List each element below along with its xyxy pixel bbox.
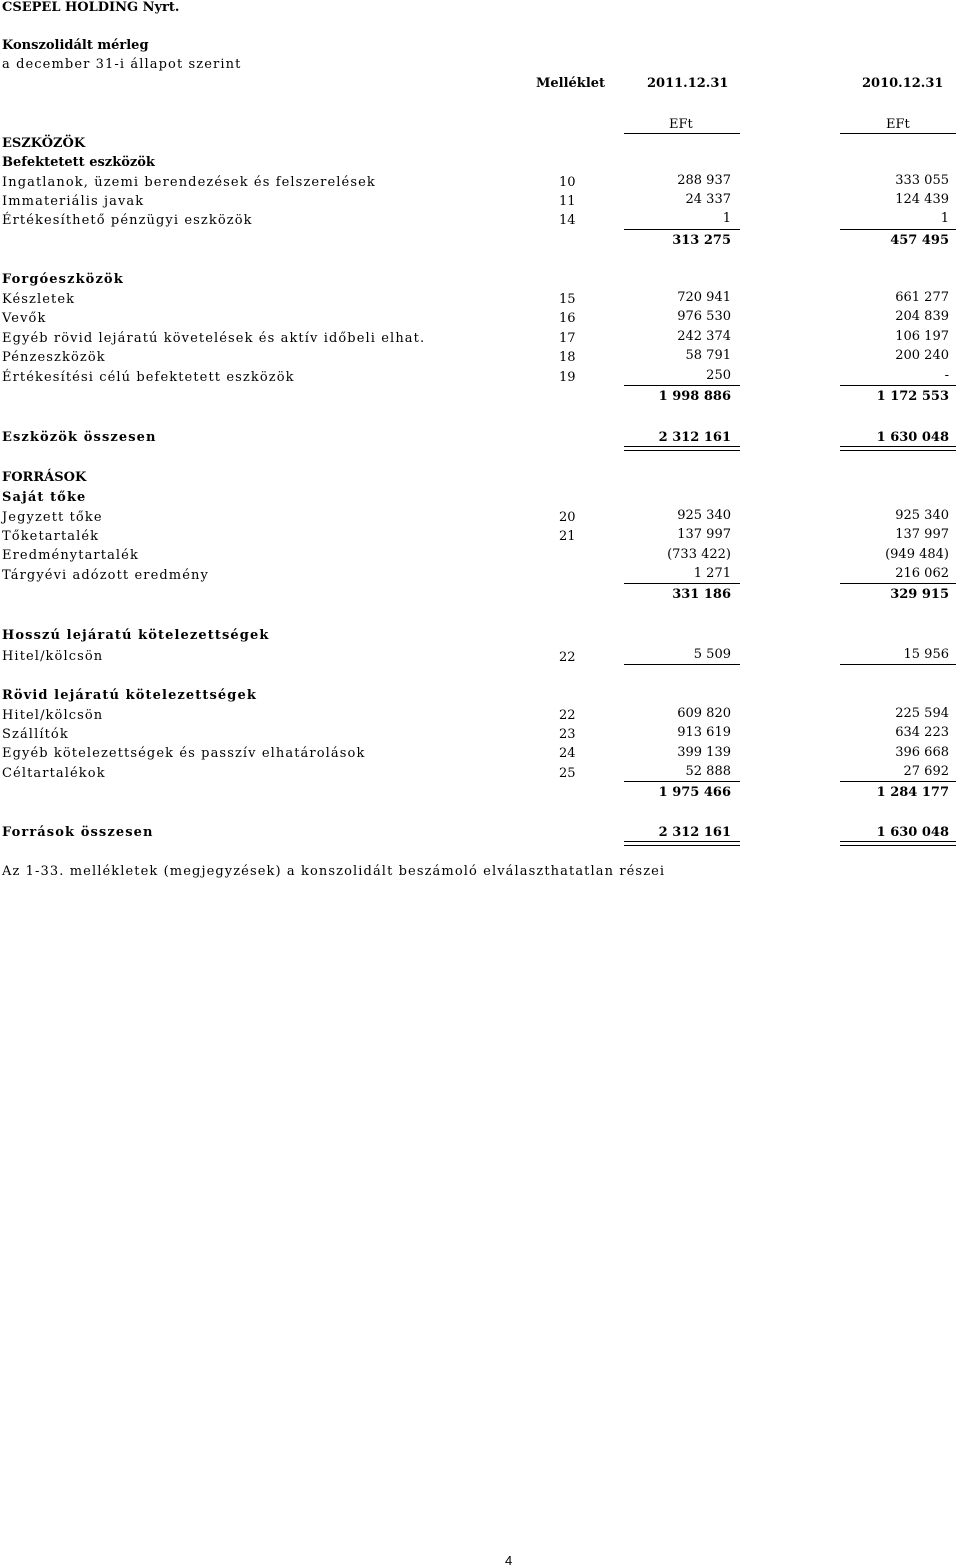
total-double-rule [840, 446, 956, 451]
header-underline-2011 [624, 133, 740, 134]
current-assets-total-2010: 1 172 553 [876, 389, 949, 404]
subtotal-rule [624, 664, 740, 665]
row-note: 24 [559, 746, 576, 761]
subtotal-rule [624, 385, 740, 386]
row-value-2011: 137 997 [677, 527, 731, 542]
equity-total-2011: 331 186 [672, 587, 731, 602]
row-label: Céltartalékok [2, 766, 106, 781]
row-value-2010: 396 668 [895, 745, 949, 760]
row-value-2010: - [944, 368, 949, 383]
liabilities-heading: FORRÁSOK [2, 470, 87, 485]
row-value-2011: 24 337 [685, 192, 731, 207]
row-value-2010: 200 240 [895, 348, 949, 363]
row-label: Tárgyévi adózott eredmény [2, 568, 209, 583]
total-double-rule [624, 841, 740, 846]
longterm-heading: Hosszú lejáratú kötelezettségek [2, 628, 270, 643]
row-value-2011: 1 271 [693, 566, 731, 581]
total-double-rule [624, 446, 740, 451]
year-2011-header: 2011.12.31 [647, 76, 729, 91]
row-value-2010: 124 439 [895, 192, 949, 207]
company-name: CSEPEL HOLDING Nyrt. [2, 0, 180, 15]
assets-heading: ESZKÖZÖK [2, 136, 86, 151]
row-value-2011: 58 791 [685, 348, 731, 363]
row-label: Immateriális javak [2, 194, 145, 209]
page-number: 4 [505, 1553, 513, 1568]
shortterm-total-2010: 1 284 177 [876, 785, 949, 800]
row-note: 17 [559, 331, 576, 346]
subtotal-rule [624, 781, 740, 782]
row-value-2010: 333 055 [895, 173, 949, 188]
fixed-assets-heading: Befektetett eszközök [2, 155, 155, 170]
assets-total-2011: 2 312 161 [658, 430, 731, 445]
row-value-2010: 204 839 [895, 309, 949, 324]
row-note: 15 [559, 292, 576, 307]
subtotal-rule [840, 385, 956, 386]
fixed-assets-total-2011: 313 275 [672, 233, 731, 248]
current-assets-total-2011: 1 998 886 [658, 389, 731, 404]
row-value-2011: 976 530 [677, 309, 731, 324]
row-value-2010: (949 484) [885, 547, 949, 562]
row-value-2011: 609 820 [677, 706, 731, 721]
subtotal-rule [624, 229, 740, 230]
row-label: Hitel/kölcsön [2, 649, 104, 664]
row-note: 22 [559, 708, 576, 723]
row-value-2010: 225 594 [895, 706, 949, 721]
year-2010-header: 2010.12.31 [862, 76, 944, 91]
row-value-2010: 15 956 [903, 647, 949, 662]
fixed-assets-total-2010: 457 495 [890, 233, 949, 248]
row-note: 18 [559, 350, 576, 365]
row-label: Tőketartalék [2, 529, 100, 544]
note-column-header: Melléklet [536, 76, 606, 91]
row-value-2011: (733 422) [667, 547, 731, 562]
row-value-2011: 52 888 [685, 764, 731, 779]
subtotal-rule [840, 781, 956, 782]
row-value-2010: 634 223 [895, 725, 949, 740]
row-label: Egyéb kötelezettségek és passzív elhatárolások [2, 746, 366, 761]
row-value-2010: 27 692 [903, 764, 949, 779]
row-value-2011: 242 374 [677, 329, 731, 344]
row-value-2011: 925 340 [677, 508, 731, 523]
row-value-2011: 250 [706, 368, 731, 383]
row-note: 14 [559, 213, 576, 228]
row-value-2010: 1 [940, 211, 949, 226]
row-value-2010: 925 340 [895, 508, 949, 523]
row-label: Vevők [2, 311, 47, 326]
row-label: Hitel/kölcsön [2, 708, 104, 723]
row-note: 19 [559, 370, 576, 385]
row-note: 23 [559, 727, 576, 742]
equity-heading: Saját tőke [2, 490, 87, 505]
row-value-2011: 5 509 [693, 647, 731, 662]
row-label: Egyéb rövid lejáratú követelések és aktív időbeli elhat. [2, 331, 426, 346]
row-value-2011: 913 619 [677, 725, 731, 740]
shortterm-heading: Rövid lejáratú kötelezettségek [2, 688, 257, 703]
row-label: Értékesítési célú befektetett eszközök [2, 370, 295, 385]
row-label: Értékesíthető pénzügyi eszközök [2, 213, 253, 228]
row-label: Eredménytartalék [2, 548, 139, 563]
subtotal-rule [624, 583, 740, 584]
total-double-rule [840, 841, 956, 846]
current-assets-heading: Forgóeszközök [2, 272, 124, 287]
row-value-2011: 720 941 [677, 290, 731, 305]
row-value-2010: 106 197 [895, 329, 949, 344]
row-note: 21 [559, 529, 576, 544]
row-note: 22 [559, 650, 576, 665]
document-subtitle: a december 31-i állapot szerint [2, 57, 242, 72]
liabilities-total-2010: 1 630 048 [876, 825, 949, 840]
unit-2011: EFt [669, 117, 693, 132]
row-value-2010: 216 062 [895, 566, 949, 581]
row-note: 25 [559, 766, 576, 781]
subtotal-rule [840, 664, 956, 665]
subtotal-rule [840, 229, 956, 230]
footnote: Az 1-33. mellékletek (megjegyzések) a konszolidált beszámoló elválaszthatatlan részei [2, 864, 666, 879]
shortterm-total-2011: 1 975 466 [658, 785, 731, 800]
row-value-2011: 1 [722, 211, 731, 226]
liabilities-total-label: Források összesen [2, 825, 154, 840]
row-value-2010: 661 277 [895, 290, 949, 305]
row-label: Jegyzett tőke [2, 510, 103, 525]
row-value-2011: 288 937 [677, 173, 731, 188]
liabilities-total-2011: 2 312 161 [658, 825, 731, 840]
row-note: 11 [559, 194, 576, 209]
equity-total-2010: 329 915 [890, 587, 949, 602]
row-label: Ingatlanok, üzemi berendezések és felszerelések [2, 175, 376, 190]
row-note: 16 [559, 311, 576, 326]
document-title: Konszolidált mérleg [2, 38, 149, 53]
header-underline-2010 [840, 133, 956, 134]
row-note: 20 [559, 510, 576, 525]
assets-total-2010: 1 630 048 [876, 430, 949, 445]
row-note: 10 [559, 175, 576, 190]
row-value-2011: 399 139 [677, 745, 731, 760]
assets-total-label: Eszközök összesen [2, 430, 157, 445]
row-label: Pénzeszközök [2, 350, 106, 365]
row-label: Szállítók [2, 727, 69, 742]
subtotal-rule [840, 583, 956, 584]
unit-2010: EFt [886, 117, 910, 132]
row-value-2010: 137 997 [895, 527, 949, 542]
row-label: Készletek [2, 292, 76, 307]
